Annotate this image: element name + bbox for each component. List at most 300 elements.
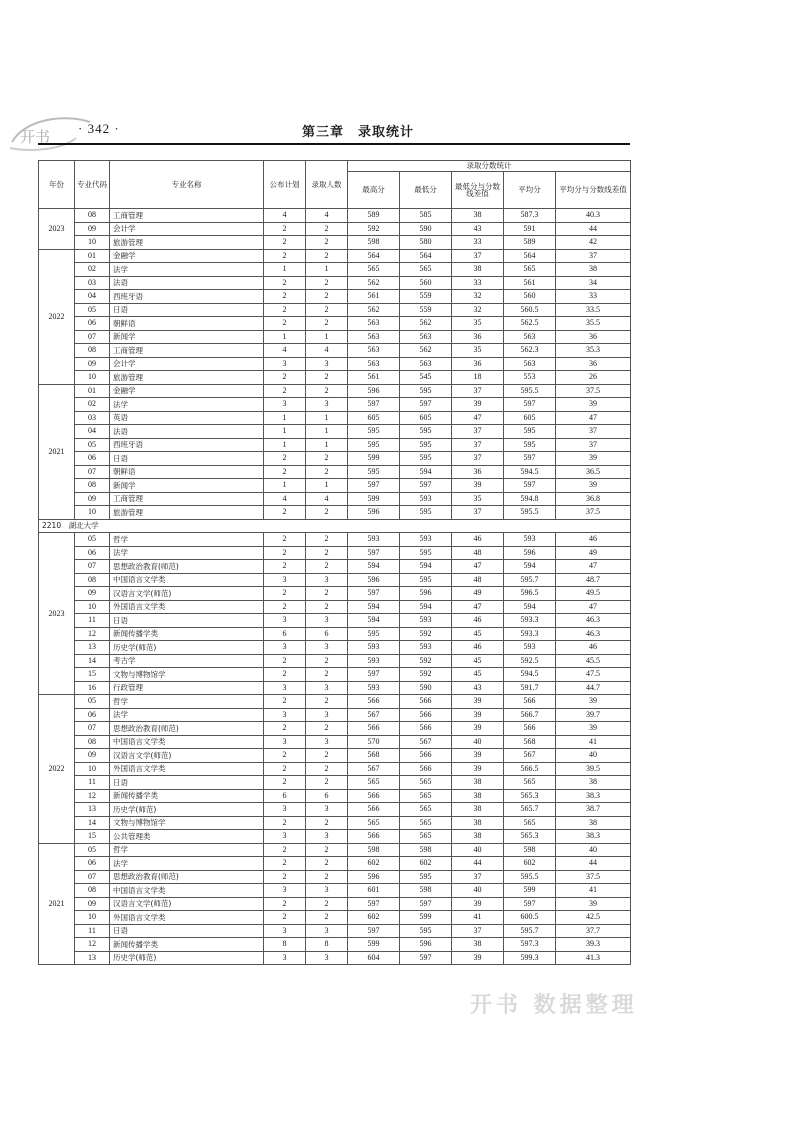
plan-cell: 3	[264, 357, 306, 371]
table-row	[39, 938, 631, 952]
admitted-cell: 2	[306, 317, 348, 331]
year-cell: 2023	[39, 533, 75, 695]
max-score-cell: 597	[348, 587, 400, 601]
avg-score-cell: 599	[504, 884, 556, 898]
major-code-cell: 07	[75, 870, 110, 884]
min-score-cell: 566	[400, 762, 452, 776]
admitted-cell: 2	[306, 506, 348, 520]
admitted-cell: 2	[306, 249, 348, 263]
major-code-cell: 05	[75, 533, 110, 547]
min-score-cell: 590	[400, 222, 452, 236]
min-score-cell: 597	[400, 897, 452, 911]
major-name-cell: 行政管理	[110, 681, 264, 695]
major-name-cell: 历史学(师范)	[110, 641, 264, 655]
avg-diff-cell: 47	[556, 411, 631, 425]
max-score-cell: 594	[348, 560, 400, 574]
min-score-cell: 594	[400, 465, 452, 479]
max-score-cell: 596	[348, 506, 400, 520]
avg-score-cell: 560	[504, 290, 556, 304]
max-score-cell: 597	[348, 479, 400, 493]
max-score-cell: 568	[348, 749, 400, 763]
col-header-stats-group: 录取分数统计	[348, 161, 631, 172]
max-score-cell: 565	[348, 816, 400, 830]
table-row	[39, 830, 631, 844]
avg-score-cell: 596.5	[504, 587, 556, 601]
min-diff-cell: 37	[452, 870, 504, 884]
avg-score-cell: 562.5	[504, 317, 556, 331]
major-code-cell: 12	[75, 789, 110, 803]
avg-score-cell: 597	[504, 479, 556, 493]
major-code-cell: 11	[75, 614, 110, 628]
max-score-cell: 602	[348, 911, 400, 925]
avg-diff-cell: 38	[556, 263, 631, 277]
table-row	[39, 398, 631, 412]
col-header-name: 专业名称	[110, 161, 264, 209]
avg-score-cell: 565	[504, 776, 556, 790]
major-name-cell: 法语	[110, 276, 264, 290]
min-diff-cell: 48	[452, 546, 504, 560]
min-score-cell: 565	[400, 263, 452, 277]
admitted-cell: 3	[306, 830, 348, 844]
table-row	[39, 614, 631, 628]
min-score-cell: 593	[400, 614, 452, 628]
min-diff-cell: 39	[452, 695, 504, 709]
major-name-cell: 金融学	[110, 384, 264, 398]
avg-score-cell: 565	[504, 816, 556, 830]
avg-score-cell: 595.5	[504, 384, 556, 398]
plan-cell: 3	[264, 641, 306, 655]
min-score-cell: 559	[400, 303, 452, 317]
avg-diff-cell: 36.5	[556, 465, 631, 479]
table-row	[39, 317, 631, 331]
plan-cell: 2	[264, 870, 306, 884]
max-score-cell: 596	[348, 573, 400, 587]
plan-cell: 3	[264, 735, 306, 749]
plan-cell: 1	[264, 411, 306, 425]
min-score-cell: 585	[400, 209, 452, 223]
avg-score-cell: 594	[504, 600, 556, 614]
avg-diff-cell: 37	[556, 425, 631, 439]
min-score-cell: 563	[400, 330, 452, 344]
plan-cell: 6	[264, 789, 306, 803]
min-diff-cell: 45	[452, 654, 504, 668]
avg-diff-cell: 46.3	[556, 627, 631, 641]
plan-cell: 2	[264, 371, 306, 385]
major-code-cell: 01	[75, 249, 110, 263]
min-score-cell: 566	[400, 708, 452, 722]
admitted-cell: 2	[306, 222, 348, 236]
admitted-cell: 2	[306, 897, 348, 911]
avg-diff-cell: 40	[556, 749, 631, 763]
admission-statistics-table	[38, 160, 631, 965]
avg-diff-cell: 41	[556, 735, 631, 749]
svg-text:开书: 开书	[20, 128, 51, 146]
avg-score-cell: 561	[504, 276, 556, 290]
avg-diff-cell: 36	[556, 357, 631, 371]
col-header-min: 最低分	[400, 172, 452, 209]
major-name-cell: 会计学	[110, 222, 264, 236]
avg-diff-cell: 36.8	[556, 492, 631, 506]
avg-diff-cell: 44	[556, 222, 631, 236]
plan-cell: 2	[264, 276, 306, 290]
max-score-cell: 604	[348, 951, 400, 965]
max-score-cell: 592	[348, 222, 400, 236]
avg-score-cell: 595	[504, 425, 556, 439]
major-code-cell: 14	[75, 654, 110, 668]
major-code-cell: 09	[75, 357, 110, 371]
min-score-cell: 596	[400, 587, 452, 601]
admitted-cell: 6	[306, 789, 348, 803]
plan-cell: 1	[264, 438, 306, 452]
table-row	[39, 749, 631, 763]
plan-cell: 3	[264, 708, 306, 722]
plan-cell: 2	[264, 236, 306, 250]
plan-cell: 2	[264, 816, 306, 830]
min-diff-cell: 49	[452, 587, 504, 601]
plan-cell: 3	[264, 830, 306, 844]
major-code-cell: 08	[75, 479, 110, 493]
min-score-cell: 562	[400, 344, 452, 358]
major-name-cell: 哲学	[110, 695, 264, 709]
min-diff-cell: 36	[452, 357, 504, 371]
avg-diff-cell: 37	[556, 249, 631, 263]
admitted-cell: 2	[306, 776, 348, 790]
avg-diff-cell: 49	[556, 546, 631, 560]
avg-score-cell: 605	[504, 411, 556, 425]
plan-cell: 2	[264, 749, 306, 763]
max-score-cell: 599	[348, 938, 400, 952]
avg-diff-cell: 47	[556, 560, 631, 574]
admitted-cell: 2	[306, 465, 348, 479]
table-body-hubei-university	[39, 533, 631, 965]
avg-score-cell: 591	[504, 222, 556, 236]
major-code-cell: 06	[75, 546, 110, 560]
min-score-cell: 580	[400, 236, 452, 250]
avg-score-cell: 591.7	[504, 681, 556, 695]
min-diff-cell: 38	[452, 789, 504, 803]
table-row	[39, 722, 631, 736]
plan-cell: 1	[264, 330, 306, 344]
header-rule	[38, 143, 630, 145]
table-row	[39, 843, 631, 857]
avg-score-cell: 595.7	[504, 924, 556, 938]
table-row	[39, 951, 631, 965]
min-diff-cell: 37	[452, 452, 504, 466]
min-diff-cell: 37	[452, 924, 504, 938]
admitted-cell: 2	[306, 560, 348, 574]
avg-diff-cell: 46	[556, 641, 631, 655]
major-code-cell: 14	[75, 816, 110, 830]
plan-cell: 3	[264, 924, 306, 938]
min-diff-cell: 39	[452, 708, 504, 722]
min-score-cell: 565	[400, 830, 452, 844]
table-row	[39, 330, 631, 344]
table-row	[39, 384, 631, 398]
major-name-cell: 旅游管理	[110, 506, 264, 520]
table-row	[39, 695, 631, 709]
avg-score-cell: 567	[504, 749, 556, 763]
major-code-cell: 02	[75, 398, 110, 412]
min-diff-cell: 46	[452, 614, 504, 628]
min-score-cell: 595	[400, 870, 452, 884]
admitted-cell: 2	[306, 857, 348, 871]
table-row	[39, 438, 631, 452]
avg-diff-cell: 47	[556, 600, 631, 614]
page-number: · 342 ·	[78, 121, 120, 136]
plan-cell: 2	[264, 506, 306, 520]
max-score-cell: 567	[348, 762, 400, 776]
max-score-cell: 599	[348, 452, 400, 466]
plan-cell: 2	[264, 546, 306, 560]
table-row	[39, 803, 631, 817]
major-code-cell: 05	[75, 695, 110, 709]
max-score-cell: 561	[348, 371, 400, 385]
min-score-cell: 563	[400, 357, 452, 371]
min-diff-cell: 37	[452, 425, 504, 439]
chapter-title: 第三章 录取统计	[302, 125, 415, 140]
max-score-cell: 566	[348, 830, 400, 844]
major-name-cell: 朝鲜语	[110, 465, 264, 479]
max-score-cell: 562	[348, 303, 400, 317]
major-code-cell: 10	[75, 371, 110, 385]
major-name-cell: 外国语言文学类	[110, 600, 264, 614]
max-score-cell: 562	[348, 276, 400, 290]
avg-score-cell: 595.5	[504, 506, 556, 520]
min-score-cell: 597	[400, 479, 452, 493]
table-row	[39, 506, 631, 520]
major-name-cell: 朝鲜语	[110, 317, 264, 331]
avg-diff-cell: 34	[556, 276, 631, 290]
admitted-cell: 2	[306, 371, 348, 385]
table-row	[39, 371, 631, 385]
avg-score-cell: 566	[504, 722, 556, 736]
avg-diff-cell: 39	[556, 479, 631, 493]
min-diff-cell: 43	[452, 681, 504, 695]
avg-score-cell: 595	[504, 438, 556, 452]
year-cell: 2022	[39, 695, 75, 844]
admitted-cell: 4	[306, 344, 348, 358]
avg-diff-cell: 39.3	[556, 938, 631, 952]
avg-diff-cell: 39	[556, 452, 631, 466]
table-row	[39, 465, 631, 479]
min-score-cell: 559	[400, 290, 452, 304]
major-name-cell: 西班牙语	[110, 290, 264, 304]
plan-cell: 2	[264, 654, 306, 668]
major-name-cell: 历史学(师范)	[110, 951, 264, 965]
plan-cell: 8	[264, 938, 306, 952]
table-row	[39, 654, 631, 668]
table-body-previous-university	[39, 209, 631, 520]
min-diff-cell: 36	[452, 465, 504, 479]
table-row	[39, 789, 631, 803]
admitted-cell: 2	[306, 384, 348, 398]
avg-score-cell: 563	[504, 330, 556, 344]
avg-diff-cell: 39	[556, 695, 631, 709]
avg-score-cell: 587.3	[504, 209, 556, 223]
table-row	[39, 344, 631, 358]
avg-diff-cell: 45.5	[556, 654, 631, 668]
major-code-cell: 12	[75, 938, 110, 952]
year-cell: 2022	[39, 249, 75, 384]
major-name-cell: 日语	[110, 614, 264, 628]
admitted-cell: 3	[306, 573, 348, 587]
table-row	[39, 708, 631, 722]
major-code-cell: 08	[75, 884, 110, 898]
admitted-cell: 3	[306, 884, 348, 898]
plan-cell: 2	[264, 303, 306, 317]
table-row	[39, 357, 631, 371]
avg-score-cell: 599.3	[504, 951, 556, 965]
avg-score-cell: 593.3	[504, 614, 556, 628]
plan-cell: 2	[264, 762, 306, 776]
major-name-cell: 思想政治教育(师范)	[110, 722, 264, 736]
max-score-cell: 563	[348, 357, 400, 371]
plan-cell: 4	[264, 492, 306, 506]
major-name-cell: 思想政治教育(师范)	[110, 870, 264, 884]
min-diff-cell: 43	[452, 222, 504, 236]
admitted-cell: 8	[306, 938, 348, 952]
major-name-cell: 汉语言文学(师范)	[110, 587, 264, 601]
major-name-cell: 历史学(师范)	[110, 803, 264, 817]
university-label: 2210 湖北大学	[39, 519, 631, 533]
admitted-cell: 3	[306, 951, 348, 965]
admitted-cell: 3	[306, 681, 348, 695]
avg-score-cell: 593	[504, 533, 556, 547]
min-score-cell: 595	[400, 452, 452, 466]
year-cell: 2021	[39, 843, 75, 965]
admitted-cell: 2	[306, 452, 348, 466]
avg-diff-cell: 48.7	[556, 573, 631, 587]
plan-cell: 2	[264, 587, 306, 601]
major-name-cell: 会计学	[110, 357, 264, 371]
avg-diff-cell: 35.3	[556, 344, 631, 358]
major-name-cell: 外国语言文学类	[110, 911, 264, 925]
plan-cell: 2	[264, 560, 306, 574]
table-row	[39, 425, 631, 439]
major-name-cell: 工商管理	[110, 344, 264, 358]
table-row	[39, 897, 631, 911]
min-score-cell: 567	[400, 735, 452, 749]
max-score-cell: 595	[348, 465, 400, 479]
avg-diff-cell: 37.5	[556, 506, 631, 520]
avg-diff-cell: 40.3	[556, 209, 631, 223]
major-code-cell: 10	[75, 600, 110, 614]
major-name-cell: 新闻传播学类	[110, 789, 264, 803]
max-score-cell: 563	[348, 330, 400, 344]
avg-diff-cell: 38.3	[556, 830, 631, 844]
major-name-cell: 哲学	[110, 843, 264, 857]
table-row	[39, 668, 631, 682]
avg-diff-cell: 35.5	[556, 317, 631, 331]
plan-cell: 4	[264, 209, 306, 223]
plan-cell: 2	[264, 776, 306, 790]
major-name-cell: 公共管理类	[110, 830, 264, 844]
major-name-cell: 考古学	[110, 654, 264, 668]
admitted-cell: 1	[306, 330, 348, 344]
max-score-cell: 596	[348, 870, 400, 884]
avg-diff-cell: 37.5	[556, 870, 631, 884]
min-score-cell: 595	[400, 384, 452, 398]
max-score-cell: 565	[348, 263, 400, 277]
table-row	[39, 776, 631, 790]
min-diff-cell: 35	[452, 317, 504, 331]
col-header-avg-diff: 平均分与分数线差值	[556, 172, 631, 209]
avg-score-cell: 594	[504, 560, 556, 574]
max-score-cell: 563	[348, 317, 400, 331]
min-diff-cell: 35	[452, 344, 504, 358]
avg-score-cell: 594.8	[504, 492, 556, 506]
min-diff-cell: 32	[452, 303, 504, 317]
major-code-cell: 16	[75, 681, 110, 695]
major-name-cell: 文物与博物馆学	[110, 816, 264, 830]
admitted-cell: 3	[306, 614, 348, 628]
min-score-cell: 595	[400, 506, 452, 520]
major-code-cell: 09	[75, 749, 110, 763]
admitted-cell: 2	[306, 762, 348, 776]
admitted-cell: 1	[306, 411, 348, 425]
admitted-cell: 3	[306, 803, 348, 817]
table-row	[39, 911, 631, 925]
max-score-cell: 597	[348, 897, 400, 911]
avg-score-cell: 564	[504, 249, 556, 263]
major-name-cell: 法学	[110, 546, 264, 560]
plan-cell: 2	[264, 600, 306, 614]
plan-cell: 2	[264, 668, 306, 682]
table-row	[39, 924, 631, 938]
major-name-cell: 哲学	[110, 533, 264, 547]
min-diff-cell: 38	[452, 803, 504, 817]
table-row	[39, 290, 631, 304]
max-score-cell: 566	[348, 722, 400, 736]
avg-score-cell: 553	[504, 371, 556, 385]
avg-score-cell: 594.5	[504, 668, 556, 682]
table-row	[39, 735, 631, 749]
max-score-cell: 561	[348, 290, 400, 304]
min-score-cell: 598	[400, 884, 452, 898]
major-code-cell: 13	[75, 641, 110, 655]
admitted-cell: 2	[306, 276, 348, 290]
min-score-cell: 566	[400, 695, 452, 709]
major-code-cell: 10	[75, 911, 110, 925]
table-row	[39, 641, 631, 655]
plan-cell: 2	[264, 465, 306, 479]
min-diff-cell: 46	[452, 641, 504, 655]
min-score-cell: 560	[400, 276, 452, 290]
major-name-cell: 法学	[110, 398, 264, 412]
min-score-cell: 594	[400, 600, 452, 614]
min-score-cell: 597	[400, 951, 452, 965]
avg-score-cell: 566.5	[504, 762, 556, 776]
plan-cell: 4	[264, 344, 306, 358]
major-name-cell: 法学	[110, 708, 264, 722]
avg-score-cell: 600.5	[504, 911, 556, 925]
max-score-cell: 602	[348, 857, 400, 871]
avg-diff-cell: 49.5	[556, 587, 631, 601]
min-diff-cell: 46	[452, 533, 504, 547]
avg-score-cell: 594.5	[504, 465, 556, 479]
avg-diff-cell: 36	[556, 330, 631, 344]
major-code-cell: 07	[75, 465, 110, 479]
table-row	[39, 762, 631, 776]
avg-score-cell: 593	[504, 641, 556, 655]
plan-cell: 2	[264, 249, 306, 263]
plan-cell: 2	[264, 533, 306, 547]
major-name-cell: 文物与博物馆学	[110, 668, 264, 682]
major-code-cell: 08	[75, 344, 110, 358]
major-name-cell: 中国语言文学类	[110, 735, 264, 749]
major-name-cell: 工商管理	[110, 209, 264, 223]
table-row	[39, 587, 631, 601]
